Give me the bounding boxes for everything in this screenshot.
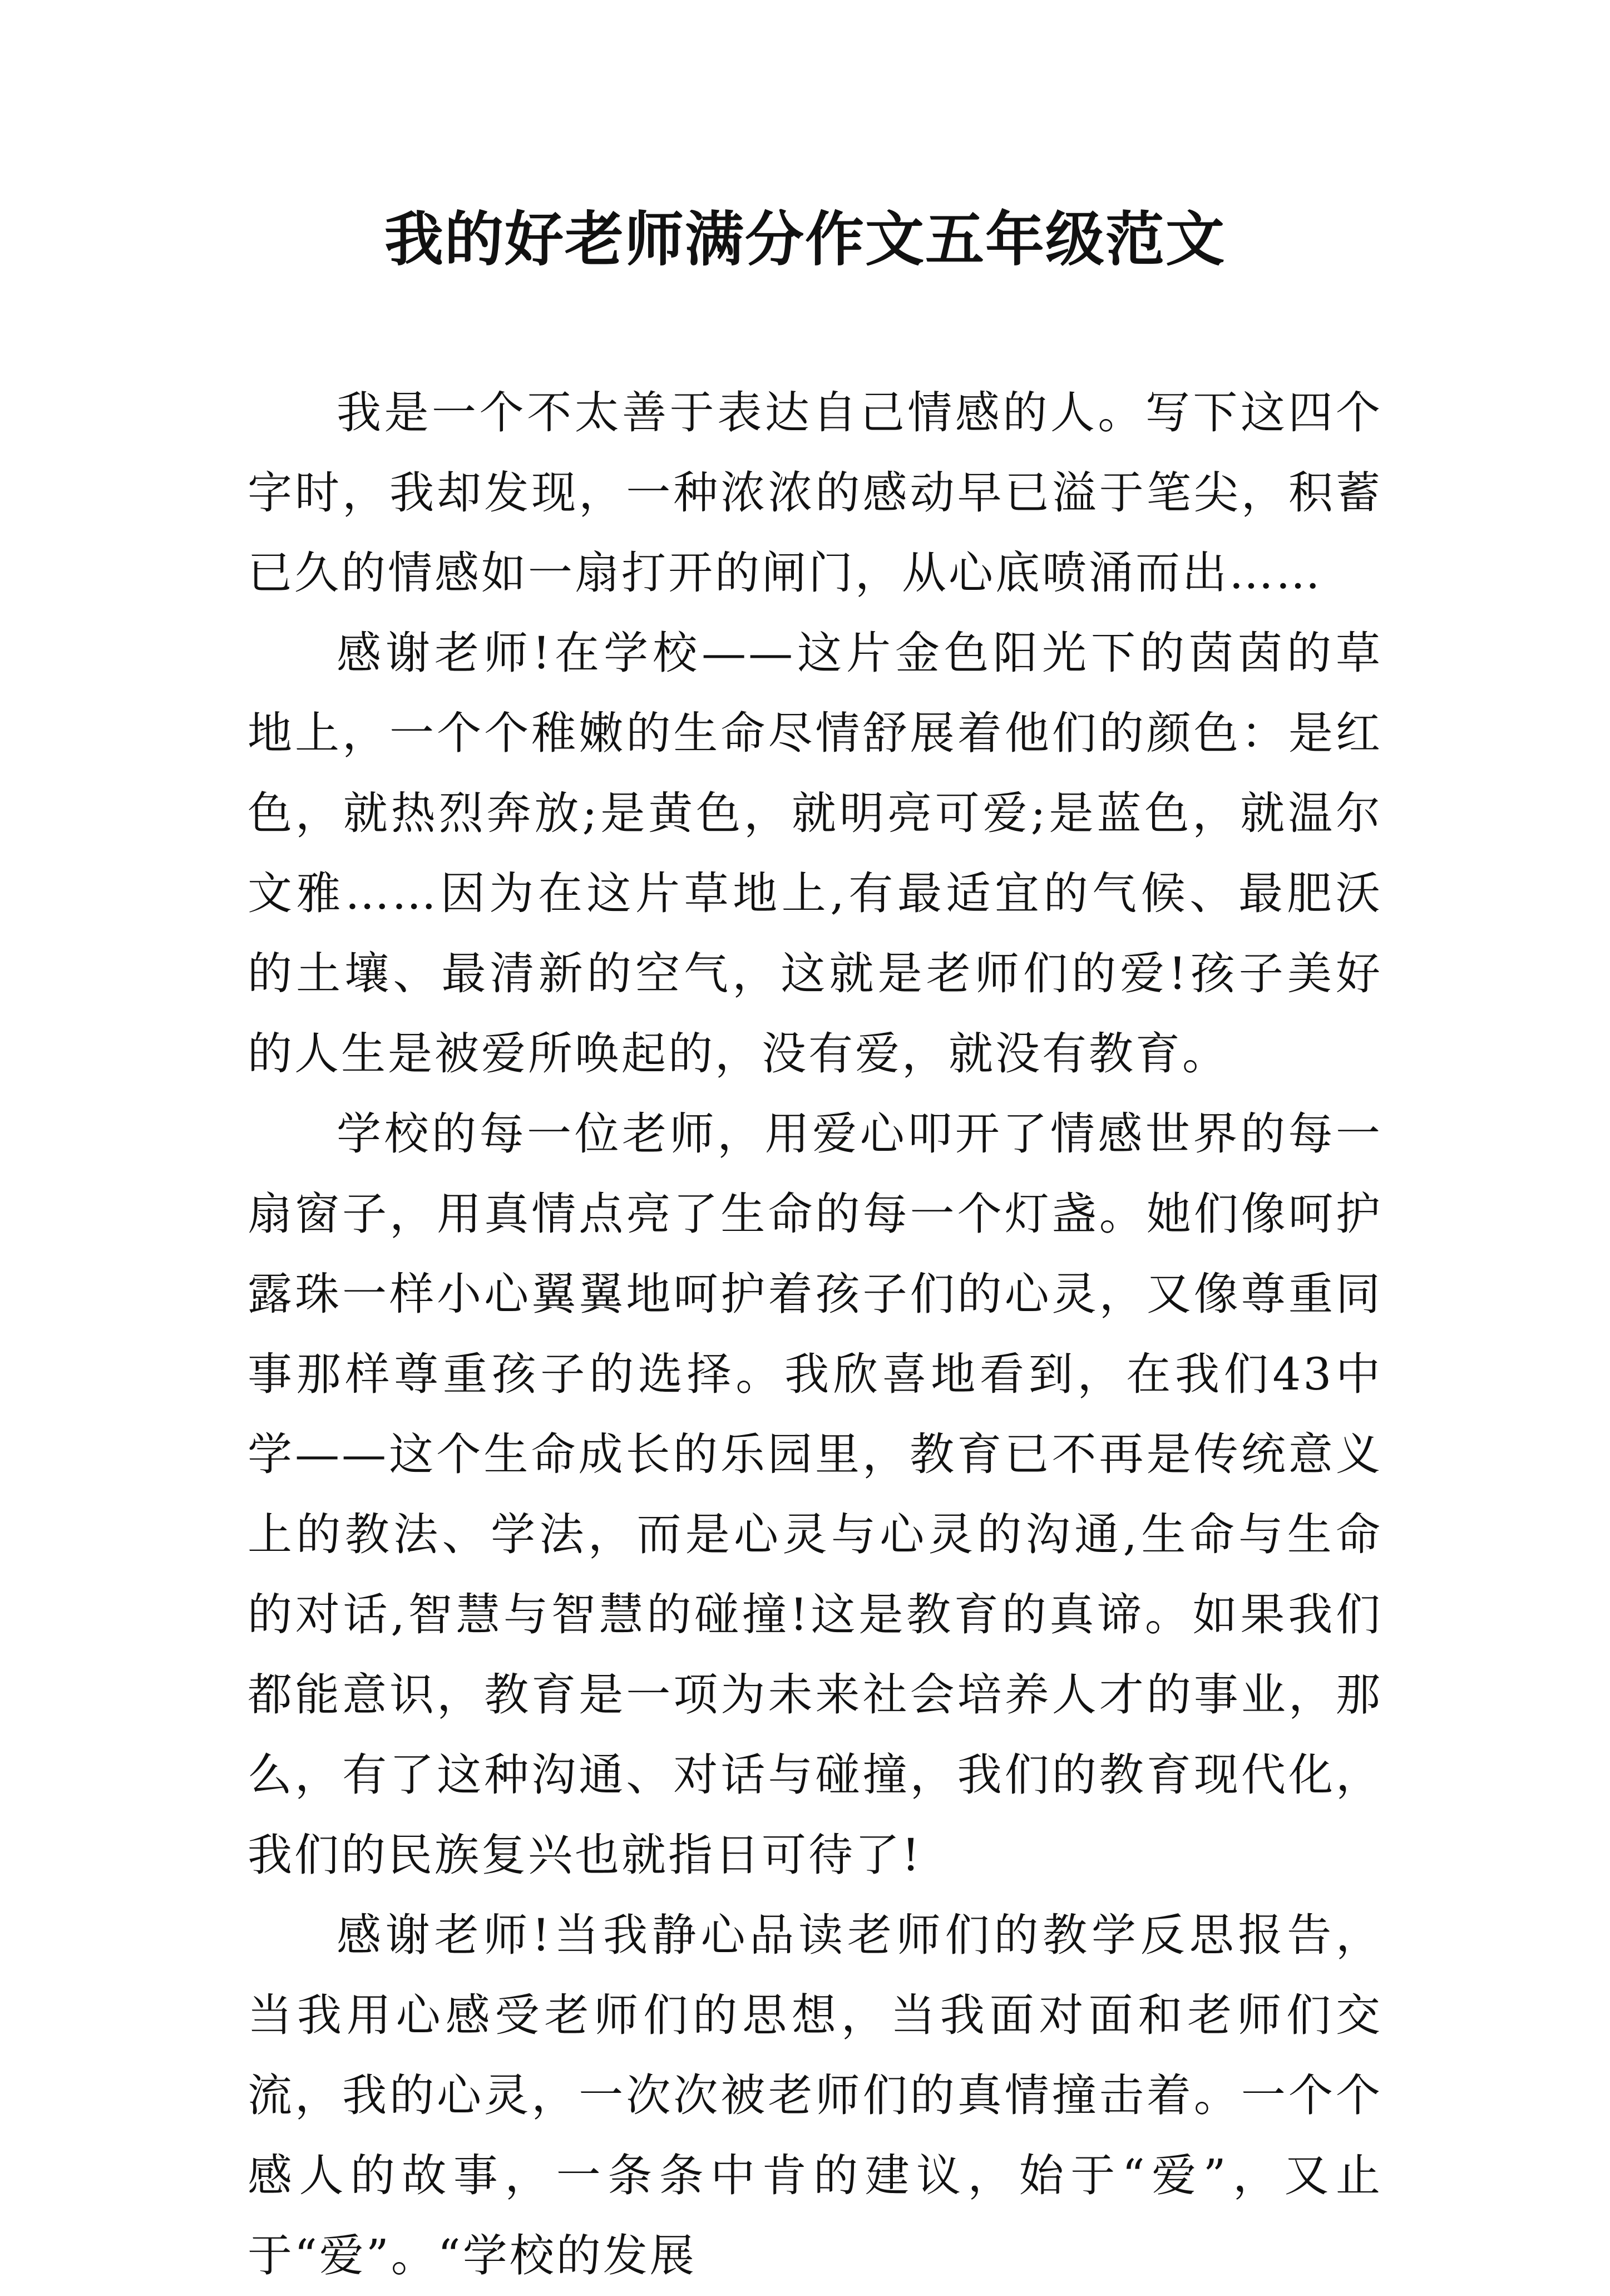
document-body: [248, 373, 1382, 2296]
document-title: 我的好老师满分作文五年级范文: [384, 204, 1226, 274]
paragraph-3: 学校的每一位老师，用爱心叩开了情感世界的每一扇窗子，用真情点亮了生命的每一个灯盏。她们像呵护露珠一样小心翼翼地呵护着孩子们的心灵，又像尊重同事那样尊重孩子的选择。我欣喜地看到，在我们43中学——这个生命成长的乐园里，教育已不再是传统意义上的教法、学法，而是心灵与心灵的沟通,生命与生命的对话,智慧与智慧的碰撞!这是教育的真谛。如果我们都能意识，教育是一项为未来社会培养人才的事业，那么，有了这种沟通、对话与碰撞，我们的教育现代化，我们的民族复兴也就指日可待了!: [248, 1108, 1382, 1881]
paragraph-2: 感谢老师!在学校——这片金色阳光下的茵茵的草地上，一个个稚嫩的生命尽情舒展着他们的颜色：是红色，就热烈奔放;是黄色，就明亮可爱;是蓝色，就温尔文雅……因为在这片草地上,有最适宜的气候、最肥沃的土壤、最清新的空气，这就是老师们的爱!孩子美好的人生是被爱所唤起的，没有爱，就没有教育。: [248, 627, 1382, 1080]
paragraph-4: 感谢老师!当我静心品读老师们的教学反思报告，当我用心感受老师们的思想，当我面对面和老师们交流，我的心灵，一次次被老师们的真情撞击着。一个个感人的故事，一条条中肯的建议，始于“爱”，又止于“爱”。“学校的发展: [248, 1909, 1382, 2282]
paragraph-1: 我是一个不太善于表达自己情感的人。写下这四个字时，我却发现，一种浓浓的感动早已溢于笔尖，积蓄已久的情感如一扇打开的闸门，从心底喷涌而出……: [248, 387, 1382, 599]
